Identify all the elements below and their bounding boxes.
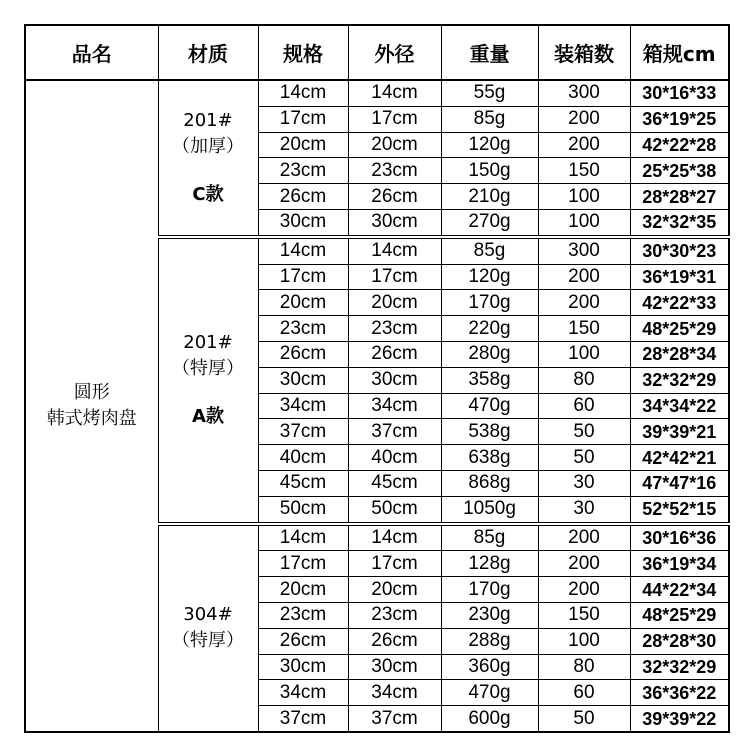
size-cell: 20cm xyxy=(258,290,348,316)
box-quantity-cell: 150 xyxy=(538,158,630,184)
spec-table xyxy=(24,24,730,733)
product-name-line: 圆形 xyxy=(73,381,110,403)
box-quantity-cell: 60 xyxy=(538,680,630,706)
material-line: （特厚） xyxy=(172,630,244,652)
carton-size-cell: 28*28*34 xyxy=(630,341,729,367)
material-line: 304# xyxy=(183,604,233,626)
box-quantity-cell: 200 xyxy=(538,551,630,577)
size-cell: 14cm xyxy=(258,524,348,551)
carton-size-cell: 39*39*21 xyxy=(630,419,729,445)
size-cell: 37cm xyxy=(258,706,348,732)
weight-cell: 230g xyxy=(441,602,538,628)
outer-diameter-cell: 26cm xyxy=(348,184,441,210)
weight-cell: 288g xyxy=(441,628,538,654)
size-cell: 26cm xyxy=(258,184,348,210)
box-quantity-cell: 150 xyxy=(538,602,630,628)
product-name-line: 韩式烤肉盘 xyxy=(46,407,137,429)
weight-cell: 220g xyxy=(441,316,538,342)
outer-diameter-cell: 30cm xyxy=(348,209,441,236)
weight-cell: 270g xyxy=(441,209,538,236)
carton-size-cell: 36*19*25 xyxy=(630,106,729,132)
outer-diameter-cell: 14cm xyxy=(348,80,441,106)
box-quantity-cell: 150 xyxy=(538,316,630,342)
size-cell: 14cm xyxy=(258,237,348,264)
outer-diameter-cell: 14cm xyxy=(348,237,441,264)
outer-diameter-cell: 40cm xyxy=(348,445,441,471)
model-label: A款 xyxy=(192,406,224,428)
weight-cell: 55g xyxy=(441,80,538,106)
weight-cell: 600g xyxy=(441,706,538,732)
box-quantity-cell: 200 xyxy=(538,106,630,132)
size-cell: 17cm xyxy=(258,106,348,132)
carton-size-cell: 25*25*38 xyxy=(630,158,729,184)
carton-size-cell: 48*25*29 xyxy=(630,602,729,628)
outer-diameter-cell: 50cm xyxy=(348,496,441,523)
carton-size-cell: 39*39*22 xyxy=(630,706,729,732)
size-cell: 30cm xyxy=(258,654,348,680)
outer-diameter-cell: 26cm xyxy=(348,628,441,654)
material-cell xyxy=(158,237,258,524)
size-cell: 23cm xyxy=(258,158,348,184)
header-box-quantity: 装箱数 xyxy=(538,25,630,80)
size-cell: 40cm xyxy=(258,445,348,471)
weight-cell: 128g xyxy=(441,551,538,577)
outer-diameter-cell: 20cm xyxy=(348,290,441,316)
size-cell: 20cm xyxy=(258,132,348,158)
size-cell: 17cm xyxy=(258,264,348,290)
weight-cell: 470g xyxy=(441,393,538,419)
weight-cell: 120g xyxy=(441,132,538,158)
weight-cell: 280g xyxy=(441,341,538,367)
carton-size-cell: 42*42*21 xyxy=(630,445,729,471)
box-quantity-cell: 50 xyxy=(538,706,630,732)
box-quantity-cell: 100 xyxy=(538,628,630,654)
box-quantity-cell: 80 xyxy=(538,367,630,393)
carton-size-cell: 36*19*34 xyxy=(630,551,729,577)
material-line: （加厚） xyxy=(172,135,244,157)
box-quantity-cell: 200 xyxy=(538,524,630,551)
box-quantity-cell: 100 xyxy=(538,341,630,367)
outer-diameter-cell: 20cm xyxy=(348,577,441,603)
outer-diameter-cell: 37cm xyxy=(348,706,441,732)
box-quantity-cell: 30 xyxy=(538,470,630,496)
size-cell: 26cm xyxy=(258,341,348,367)
material-cell xyxy=(158,80,258,237)
box-quantity-cell: 300 xyxy=(538,237,630,264)
outer-diameter-cell: 23cm xyxy=(348,316,441,342)
weight-cell: 868g xyxy=(441,470,538,496)
carton-size-cell: 30*16*33 xyxy=(630,80,729,106)
header-outer-diameter: 外径 xyxy=(348,25,441,80)
box-quantity-cell: 200 xyxy=(538,132,630,158)
header-row xyxy=(25,25,729,80)
outer-diameter-cell: 20cm xyxy=(348,132,441,158)
carton-size-cell: 32*32*29 xyxy=(630,367,729,393)
outer-diameter-cell: 17cm xyxy=(348,264,441,290)
box-quantity-cell: 60 xyxy=(538,393,630,419)
box-quantity-cell: 50 xyxy=(538,445,630,471)
size-cell: 50cm xyxy=(258,496,348,523)
outer-diameter-cell: 17cm xyxy=(348,106,441,132)
material-cell xyxy=(158,524,258,732)
size-cell: 34cm xyxy=(258,680,348,706)
carton-size-cell: 42*22*33 xyxy=(630,290,729,316)
outer-diameter-cell: 45cm xyxy=(348,470,441,496)
outer-diameter-cell: 34cm xyxy=(348,680,441,706)
size-cell: 30cm xyxy=(258,209,348,236)
size-cell: 26cm xyxy=(258,628,348,654)
box-quantity-cell: 50 xyxy=(538,419,630,445)
weight-cell: 538g xyxy=(441,419,538,445)
outer-diameter-cell: 14cm xyxy=(348,524,441,551)
weight-cell: 170g xyxy=(441,290,538,316)
carton-size-cell: 30*30*23 xyxy=(630,237,729,264)
weight-cell: 1050g xyxy=(441,496,538,523)
size-cell: 45cm xyxy=(258,470,348,496)
carton-size-cell: 48*25*29 xyxy=(630,316,729,342)
header-material: 材质 xyxy=(158,25,258,80)
carton-size-cell: 30*16*36 xyxy=(630,524,729,551)
outer-diameter-cell: 17cm xyxy=(348,551,441,577)
box-quantity-cell: 200 xyxy=(538,290,630,316)
size-cell: 23cm xyxy=(258,316,348,342)
box-quantity-cell: 200 xyxy=(538,577,630,603)
carton-size-cell: 28*28*27 xyxy=(630,184,729,210)
weight-cell: 170g xyxy=(441,577,538,603)
carton-size-cell: 52*52*15 xyxy=(630,496,729,523)
outer-diameter-cell: 26cm xyxy=(348,341,441,367)
outer-diameter-cell: 30cm xyxy=(348,367,441,393)
carton-size-cell: 36*19*31 xyxy=(630,264,729,290)
product-name-cell xyxy=(25,80,158,732)
weight-cell: 638g xyxy=(441,445,538,471)
weight-cell: 85g xyxy=(441,237,538,264)
box-quantity-cell: 100 xyxy=(538,209,630,236)
weight-cell: 150g xyxy=(441,158,538,184)
weight-cell: 470g xyxy=(441,680,538,706)
material-line: （特厚） xyxy=(172,358,244,380)
carton-size-cell: 28*28*30 xyxy=(630,628,729,654)
weight-cell: 358g xyxy=(441,367,538,393)
size-cell: 14cm xyxy=(258,80,348,106)
outer-diameter-cell: 37cm xyxy=(348,419,441,445)
outer-diameter-cell: 30cm xyxy=(348,654,441,680)
size-cell: 20cm xyxy=(258,577,348,603)
carton-size-cell: 42*22*28 xyxy=(630,132,729,158)
carton-size-cell: 34*34*22 xyxy=(630,393,729,419)
box-quantity-cell: 300 xyxy=(538,80,630,106)
header-carton-size: 箱规cm xyxy=(630,25,729,80)
carton-size-cell: 36*36*22 xyxy=(630,680,729,706)
header-size: 规格 xyxy=(258,25,348,80)
weight-cell: 85g xyxy=(441,106,538,132)
outer-diameter-cell: 23cm xyxy=(348,602,441,628)
box-quantity-cell: 30 xyxy=(538,496,630,523)
weight-cell: 85g xyxy=(441,524,538,551)
material-line: 201# xyxy=(183,109,233,131)
header-product-name: 品名 xyxy=(25,25,158,80)
size-cell: 37cm xyxy=(258,419,348,445)
size-cell: 30cm xyxy=(258,367,348,393)
size-cell: 34cm xyxy=(258,393,348,419)
weight-cell: 120g xyxy=(441,264,538,290)
weight-cell: 210g xyxy=(441,184,538,210)
box-quantity-cell: 200 xyxy=(538,264,630,290)
carton-size-cell: 44*22*34 xyxy=(630,577,729,603)
box-quantity-cell: 80 xyxy=(538,654,630,680)
size-cell: 23cm xyxy=(258,602,348,628)
table-row xyxy=(25,80,729,106)
outer-diameter-cell: 34cm xyxy=(348,393,441,419)
box-quantity-cell: 100 xyxy=(538,184,630,210)
material-line: 201# xyxy=(183,332,233,354)
carton-size-cell: 32*32*35 xyxy=(630,209,729,236)
carton-size-cell: 32*32*29 xyxy=(630,654,729,680)
header-weight: 重量 xyxy=(441,25,538,80)
spec-body xyxy=(25,80,729,732)
weight-cell: 360g xyxy=(441,654,538,680)
model-label: C款 xyxy=(192,183,224,205)
carton-size-cell: 47*47*16 xyxy=(630,470,729,496)
outer-diameter-cell: 23cm xyxy=(348,158,441,184)
size-cell: 17cm xyxy=(258,551,348,577)
